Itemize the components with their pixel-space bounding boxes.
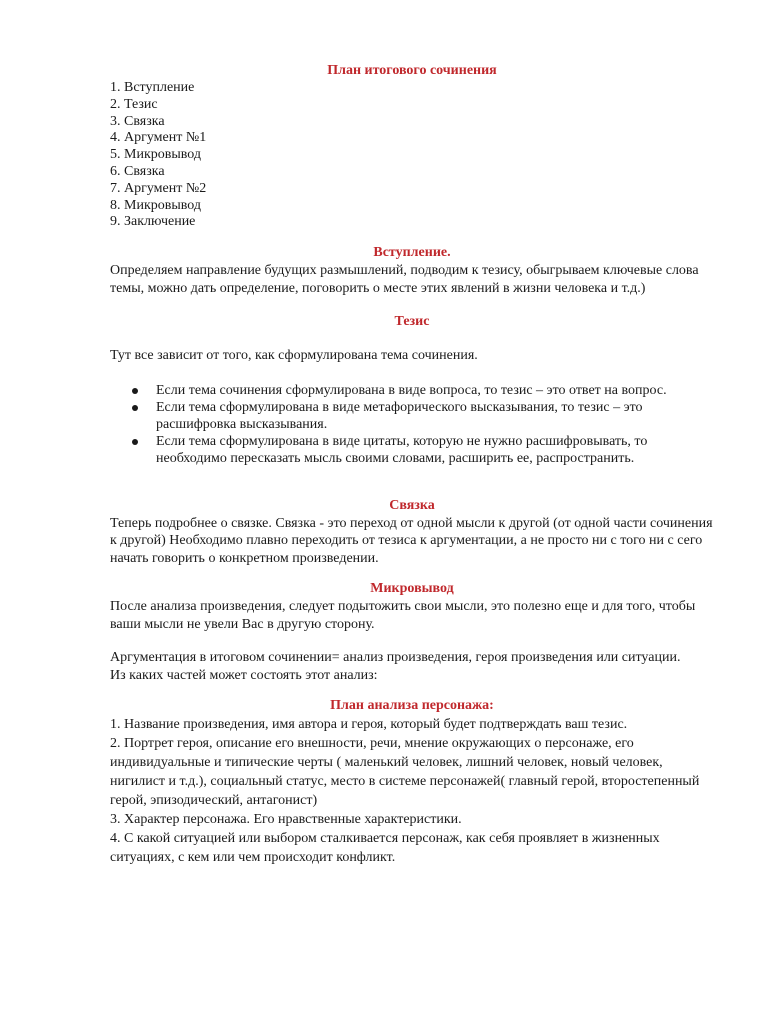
analysis-item: 2. Портрет героя, описание его внешности, речи, мнение окружающих о персонаже, его индивидуальные и типические черты ( маленький человек, лишний человек, новый человек, нигилист и т.д.), социальный статус, место в системе персонажей( главный герой, второстепенный герой, эпизодический, антагонист) [110,736,700,809]
plan-list [110,80,714,231]
intro-text: Определяем направление будущих размышлений, подводим к тезису, обыгрываем ключевые слова темы, можно дать определение, поговорить о месте этих явлений в жизни человека и т.д.) [110,263,699,296]
bullet-icon [132,388,138,394]
thesis-bullet-list [110,382,714,467]
analysis-heading: План анализа персонажа: [330,698,494,714]
bullet-item [156,433,714,467]
plan-item: 3. Связка [110,113,165,129]
bullet-item [156,382,714,399]
plan-item: 2. Тезис [110,96,158,112]
argumentation-text: Аргументация в итоговом сочинении= анализ произведения, героя произведения или ситуации. [110,650,681,666]
bullet-item [156,399,714,433]
analysis-list [110,715,714,867]
bullet-icon [132,405,138,411]
plan-item: 7. Аргумент №2 [110,180,207,196]
analysis-item: 1. Название произведения, имя автора и героя, который будет подтверждать ваш тезис. [110,717,628,733]
plan-item: 9. Заключение [110,214,196,230]
analysis-parts-text: Из каких частей может состоять этот анализ: [110,667,378,683]
bullet-text: Если тема сформулирована в виде метафорического высказывания, то тезис – это расшифровка высказывания. [156,399,643,432]
plan-item: 8. Микровывод [110,197,201,213]
link-text: Теперь подробнее о связке. Связка - это переход от одной мысли к другой (от одной части сочинения к другой) Необходимо плавно переходить от тезиса к аргументации, а не просто ни с того ни с сего начать говорить о конкретном произведении. [110,515,713,566]
thesis-text: Тут все зависит от того, как сформулирована тема сочинения. [110,348,478,364]
bullet-text: Если тема сочинения сформулирована в виде вопроса, то тезис – это ответ на вопрос. [156,382,667,398]
plan-item: 4. Аргумент №1 [110,130,207,146]
plan-item: 6. Связка [110,163,165,179]
document-page [110,62,714,867]
bullet-icon [132,439,138,445]
microconclusion-heading: Микровывод [370,581,454,597]
plan-item: 1. Вступление [110,80,195,95]
link-heading: Связка [389,497,435,513]
plan-title: План итогового сочинения [327,63,497,78]
bullet-text: Если тема сформулирована в виде цитаты, которую не нужно расшифровывать, то необходимо пересказать мысль своими словами, расширить ее, распространить. [156,433,648,466]
analysis-item: 4. С какой ситуацией или выбором сталкивается персонаж, как себя проявляет в жизненных ситуациях, с кем или чем происходит конфликт. [110,831,660,866]
analysis-item: 3. Характер персонажа. Его нравственные характеристики. [110,812,462,828]
plan-item: 5. Микровывод [110,147,201,163]
intro-heading: Вступление. [373,245,451,261]
microconclusion-text: После анализа произведения, следует подытожить свои мысли, это полезно еще и для того, чтобы ваши мысли не увели Вас в другую сторону. [110,599,696,632]
thesis-heading: Тезис [394,314,430,330]
